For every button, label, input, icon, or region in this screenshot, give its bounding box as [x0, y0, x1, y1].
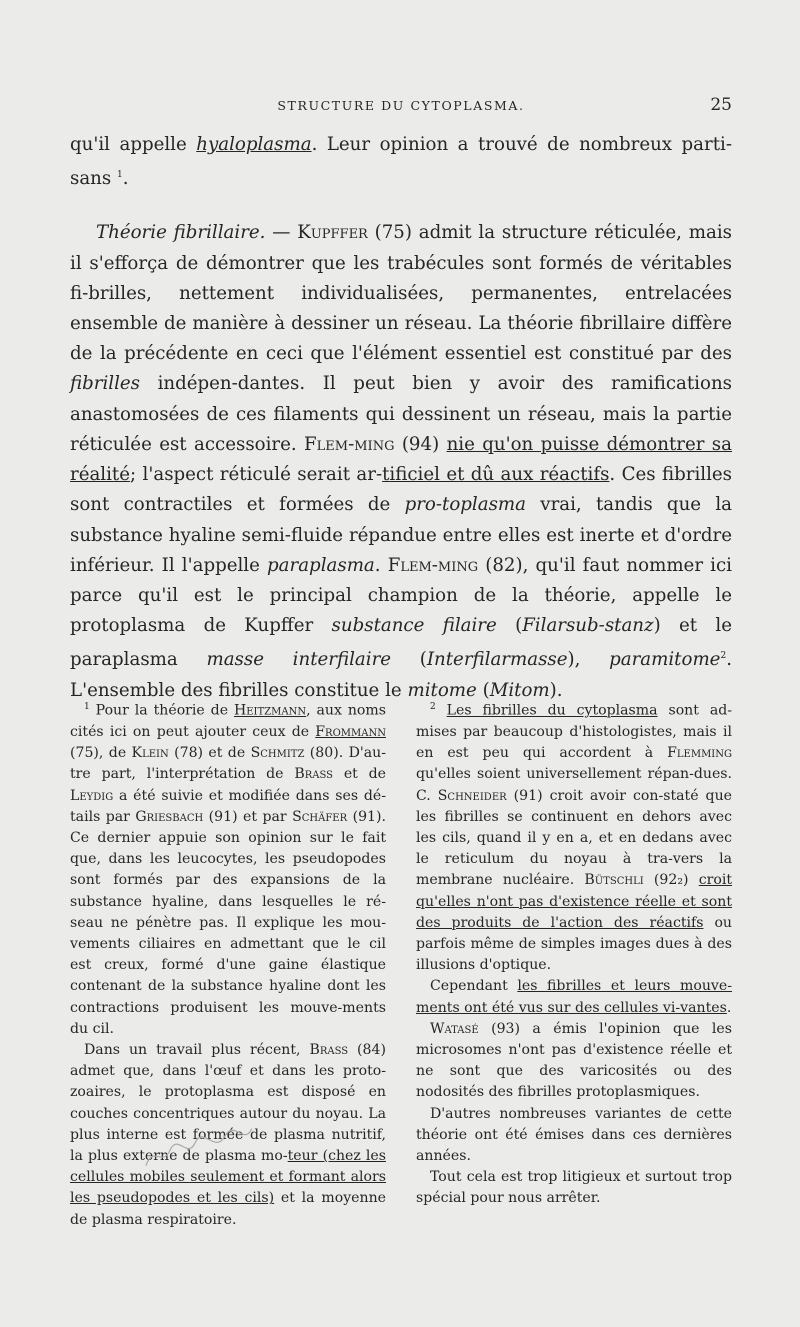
text: (93) a émis l'opinion que les microsomes n'ont pas d'existence réelle et ne sont que des varicosités ou des nodosités des fibrilles protoplasmiques.: [416, 1020, 732, 1101]
term-substance-filaire: substance filaire: [331, 615, 497, 637]
text: (91). Ce dernier appuie son opinion sur le fait que, dans les leucocytes, les pseudopodes sont formés par des expansions de la substance hyaline, dans lesquelles le ré-seau ne pénètre pas. Il explique les mou-vements ciliaires en admettant que le cil est creux, formé d'une gaine élastique contenant de la substance hyaline dont les contractions produisent les mouve-ments du cil.: [70, 808, 386, 1037]
underlined-passage: nie qu'on puisse démontrer sa réalité: [70, 433, 732, 486]
text: (: [391, 649, 427, 671]
text: (: [496, 615, 523, 637]
author-name: Brass: [309, 1041, 349, 1058]
text: (84) admet que, dans l'œuf et dans les proto-zoaires, le protoplasma est disposé en couches concentriques autour du noyau. La plus interne est formée de plasma nutritif, la plus externe de plasma mo-: [70, 1041, 386, 1164]
text: (91) croit avoir con-staté que les fibrilles se continuent en dehors avec les cils, quand il y en a, et en dedans avec le reticulum du noyau à tra-vers la membrane nucléaire.: [416, 787, 732, 889]
text: [436, 703, 447, 719]
text: indépen-dantes. Il peut bien y avoir des ramifications anastomosées de ces filaments qui dessinent un réseau, mais la partie réticulée est accessoire.: [70, 373, 732, 455]
section-heading: Théorie fibrillaire.: [96, 222, 266, 244]
term-paramitome: paramitome: [609, 649, 721, 671]
footnote-2: [416, 697, 732, 1231]
text: .: [122, 168, 129, 190]
underlined-passage: croit qu'elles n'ont pas d'existence réelle et sont des produits de l'action des réactifs: [416, 872, 732, 931]
footnote-ref-2: 2: [720, 651, 727, 662]
author-name: Bütschli: [584, 872, 644, 889]
term-mitome: mitome: [407, 679, 477, 701]
footnote-paragraph: [416, 1104, 732, 1168]
paragraph-continuation: [70, 130, 732, 194]
text: .: [726, 999, 732, 1016]
footnote-ref-1: 1: [117, 170, 123, 181]
text: D'autres nombreuses variantes de cette théorie ont été émises dans ces dernières années.: [416, 1105, 732, 1164]
author-name: Schneider: [437, 787, 507, 804]
text: Cependant: [430, 978, 518, 995]
underlined-passage: les fibrilles et leurs mouve-ments ont été vus sur des cellules vi-vantes: [416, 978, 732, 1016]
text: (75), de: [70, 745, 132, 762]
footnote-paragraph: [416, 976, 732, 1018]
text: (92₂): [643, 872, 699, 889]
running-title: STRUCTURE DU CYTOPLASMA.: [277, 98, 525, 113]
footnote-mark: 2: [430, 702, 436, 712]
text: (75) admit la structure réticulée, mais il s'efforça de démontrer que les trabécules sont formés de véritables fi-brilles, nettement individualisées, permanentes, entrelacées ensemble de manière à dessiner un réseau. La théorie fibrillaire diffère de la précédente en ceci que l'élément essentiel est constitué par des: [70, 222, 732, 365]
footnote-mark: 1: [84, 702, 90, 712]
text: qu'elles soient universellement répan-dues. C.: [416, 766, 732, 804]
footnote-paragraph: [416, 1019, 732, 1104]
author-name: Griesbach: [135, 808, 204, 825]
term-interfilarmasse: Interfilarmasse: [426, 649, 568, 671]
author-name: Schäfer: [292, 808, 348, 825]
text: Dans un travail plus récent,: [84, 1041, 310, 1058]
term-hyaloplasma: hyaloplasma: [196, 134, 312, 155]
main-text: [70, 130, 732, 706]
footnote-paragraph: [416, 1167, 732, 1209]
author-name: Frommann: [315, 723, 386, 740]
text: et la moyenne de plasma respiratoire.: [70, 1190, 386, 1228]
footnote-paragraph: [416, 697, 732, 976]
term-filarsubstanz: Filarsub-stanz: [522, 615, 654, 637]
term-protoplasma: pro-toplasma: [404, 494, 527, 516]
author-name: Flem-ming: [387, 554, 479, 576]
text: . L'ensemble des fibrilles constitue le: [70, 649, 732, 701]
underlined-passage: teur (chez les cellules mobiles seulement et formant alors les pseudopodes et les cils): [70, 1147, 386, 1207]
author-name: Leydig: [70, 787, 114, 804]
text: Pour la théorie de: [89, 702, 234, 719]
author-name: Kupffer: [297, 222, 368, 244]
underlined-passage: Les fibrilles du cytoplasma: [446, 702, 658, 719]
author-name: Schmitz: [250, 745, 305, 762]
author-name: Watasé: [430, 1020, 479, 1037]
text: (78) et de: [168, 745, 251, 762]
term-fibrilles: fibrilles: [70, 373, 141, 395]
text: (80). D'au-tre part, l'interprétation de: [70, 745, 387, 783]
author-name: Klein: [131, 745, 169, 762]
text: ; l'aspect réticulé serait ar-: [130, 464, 383, 486]
page-number: 25: [710, 95, 732, 115]
text: (91) et par: [203, 808, 293, 825]
text: , aux noms cités ici on peut ajouter ceux de: [70, 702, 386, 740]
author-name: Flemming: [667, 745, 732, 762]
text: ),: [567, 649, 610, 671]
text: (94): [394, 433, 447, 455]
underlined-term: [196, 134, 311, 155]
text: ou parfois même de simples images dues à des illusions d'optique.: [416, 914, 733, 974]
text: (: [476, 679, 490, 701]
text: qu'il appelle: [70, 134, 197, 155]
paragraph-theorie-fibrillaire: [70, 218, 732, 705]
text: (82), qu'il faut nommer ici parce qu'il est le principal champion de la théorie, appelle le protoplasma de Kupffer: [70, 554, 732, 637]
text: . Ces fibrilles sont contractiles et formées de: [70, 464, 732, 516]
text: —: [265, 222, 298, 244]
text: .: [374, 554, 388, 576]
text: . Leur opinion a trouvé de nombreux parti-sans: [70, 134, 732, 190]
underlined-passage: tificiel et dû aux réactifs: [382, 464, 610, 486]
running-head: [70, 95, 732, 120]
text: et de: [332, 766, 387, 783]
term-masse-interfilaire: masse interfilaire: [206, 649, 392, 671]
text: sont ad-mises par beaucoup d'histologistes, mais il en est peu qui accordent à: [416, 702, 733, 762]
text: ) et le paraplasma: [70, 615, 732, 671]
author-name: Brass: [294, 766, 333, 783]
text: Tout cela est trop litigieux et surtout trop spécial pour nous arrêter.: [416, 1169, 732, 1207]
author-name: Heitzmann: [233, 702, 307, 719]
text: a été suivie et modifiée dans ses dé-tails par: [70, 787, 386, 825]
author-name: Flem-ming: [304, 433, 395, 455]
text: vrai, tandis que la substance hyaline semi-fluide répandue entre elles est inerte et d'ordre inférieur. Il l'appelle: [70, 494, 732, 576]
footnote-paragraph: [70, 697, 386, 1040]
text: ).: [549, 679, 563, 701]
term-mitom: Mitom: [489, 679, 550, 701]
term-paraplasma: paraplasma: [267, 554, 375, 576]
